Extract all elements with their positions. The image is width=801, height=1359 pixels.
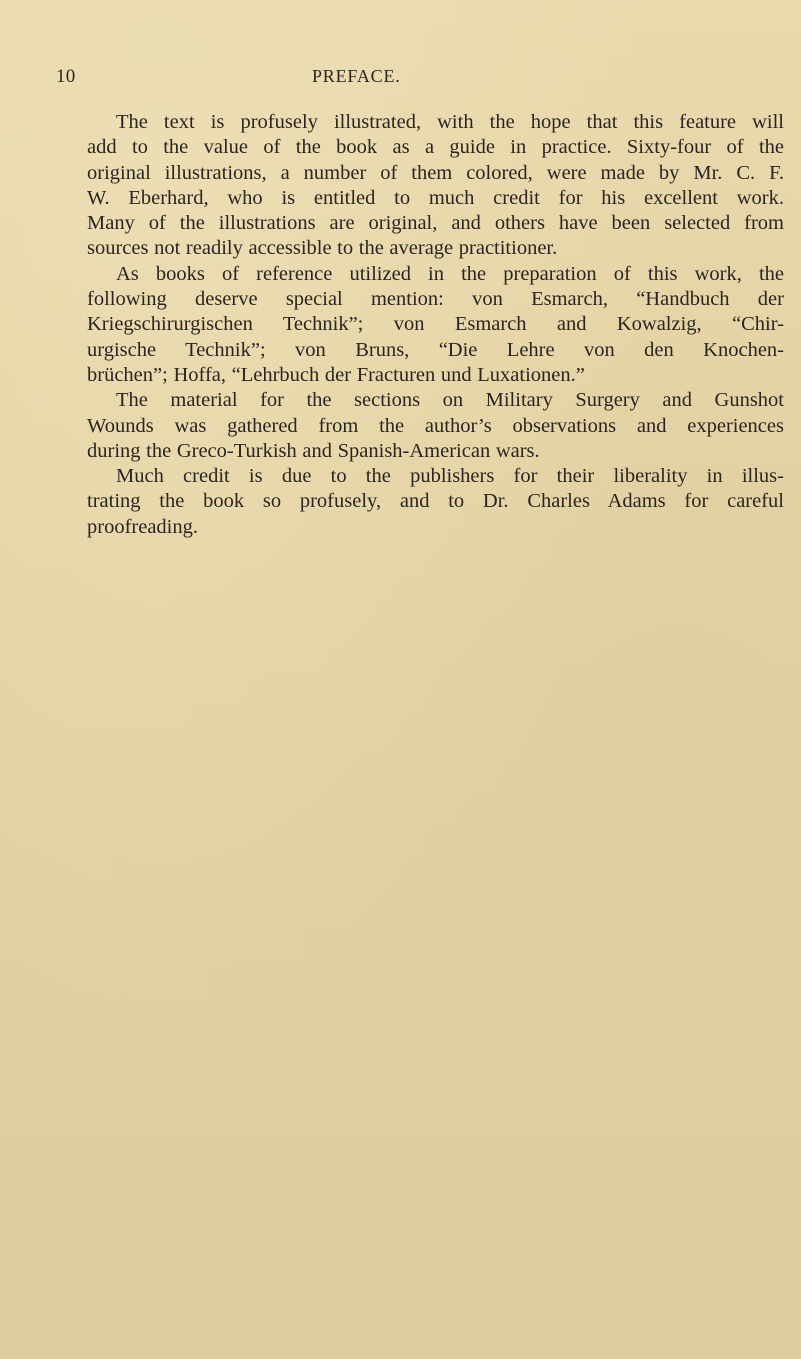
text-line: add to the value of the book as a guide in practice. Sixty-four of the [87, 136, 784, 159]
text-line: The text is profusely illustrated, with the hope that this feature will [116, 111, 784, 133]
text-line: following deserve special mention: von Esmarch, “Handbuch der [87, 288, 784, 311]
text-line: Many of the illustrations are original, and others have been selected from [87, 212, 784, 235]
text-line: sources not readily accessible to the average practitioner. [87, 237, 558, 260]
text-line: urgische Technik”; von Bruns, “Die Lehre von den Knochen- [87, 338, 784, 361]
paragraph-military-surgery [87, 388, 784, 464]
paragraph-references [87, 262, 784, 388]
text-line: Kriegschirurgischen Technik”; von Esmarch and Kowalzig, “Chir- [87, 313, 784, 336]
page-number: 10 [56, 66, 76, 87]
text-line: proofreading. [87, 515, 198, 538]
text-line: The material for the sections on Military Surgery and Gunshot [116, 389, 784, 412]
paragraph-illustrations [87, 110, 784, 262]
text-line: original illustrations, a number of them colored, were made by Mr. C. F. [87, 161, 784, 184]
text-line: Wounds was gathered from the author’s observations and experiences [87, 414, 784, 437]
section-title: PREFACE. [312, 66, 401, 86]
text-line: Much credit is due to the publishers for their liberality in illus- [116, 465, 784, 488]
running-head [56, 66, 756, 88]
preface-body [87, 110, 784, 540]
text-line: brüchen”; Hoffa, “Lehrbuch der Fracturen und Luxationen.” [87, 363, 585, 386]
paragraph-acknowledgements [87, 464, 784, 540]
text-line: trating the book so profusely, and to Dr. Charles Adams for careful [87, 490, 784, 513]
text-line: W. Eberhard, who is entitled to much credit for his excellent work. [87, 186, 784, 209]
text-line: during the Greco-Turkish and Spanish-American wars. [87, 439, 540, 462]
text-line: As books of reference utilized in the preparation of this work, the [116, 262, 784, 285]
